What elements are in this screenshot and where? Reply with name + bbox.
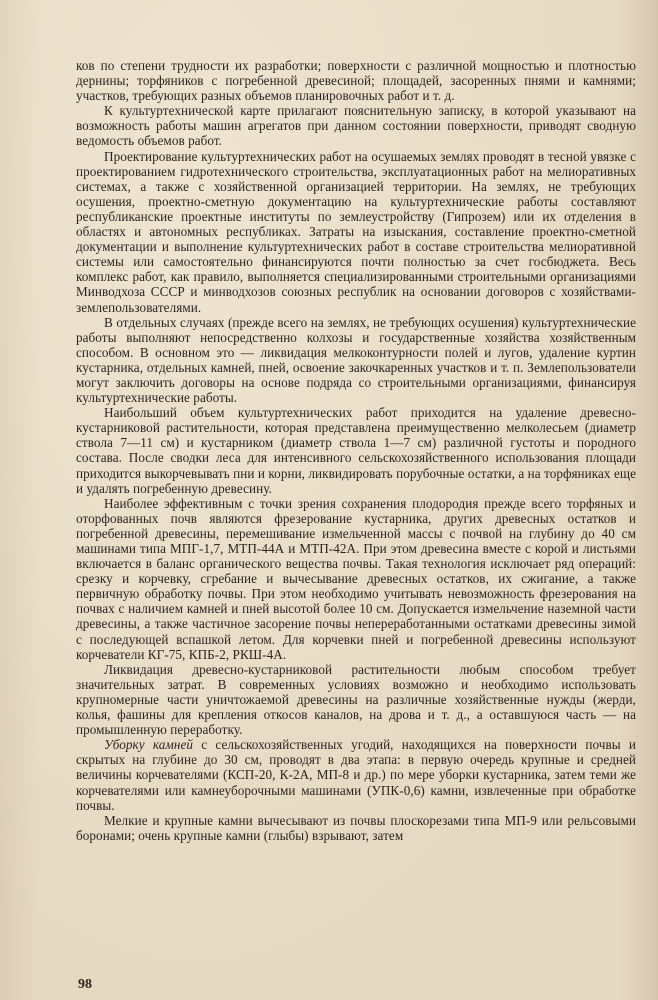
paragraph-1: ков по степени трудности их разработки; поверхности с различной мощностью и плотностью дернины; торфяников с погребенной древесиной; площадей, засоренных пнями и камнями; участков, требующих разных объемов планировочных работ и т. д. (76, 58, 636, 104)
paragraph-2: К культуртехнической карте прилагают пояснительную записку, в которой указывают на возможность работы машин агрегатов при данном состоянии поверхности, приводят сводную ведомость объемов работ. (76, 103, 636, 149)
paragraph-3: Проектирование культуртехнических работ на осушаемых землях проводят в тесной увязке с проектированием гидротехнического строительства, эксплуатационных работ на мелиоративных системах, а также с хозяйственной организацией территории. На землях, не требующих осушения, проектно-сметную документацию на культуртехнические работы составляют республиканские проектные институты по землеустройству (Гипрозем) или их отделения в областях и автономных республиках. Затраты на изыскания, составление проектно-сметной документации и выполнение культуртехнических работ в составе строительства мелиоративной системы или самостоятельно финансируются почти полностью за счет госбюджета. Весь комплекс работ, как правило, выполняется специализированными строительными организациями Минводхоза СССР и минводхозов союзных республик на основании договоров с хозяйствами-землепользователями. (76, 148, 636, 315)
paragraph-7: Ликвидация древесно-кустарниковой растительности любым способом требует значительных затрат. В современных условиях возможно и необходимо использовать крупномерные части уничтожаемой древесины на различные хозяйственные нужды (жерди, колья, фашины для крепления откосов каналов, на дрова и т. д., а оставшуюся часть — на промышленную переработку. (76, 661, 636, 738)
paragraph-4: В отдельных случаях (прежде всего на землях, не требующих осушения) культуртехнические работы выполняют непосредственно колхозы и государственные хозяйства хозяйственным способом. В основном это — ликвидация мелкоконтурности полей и лугов, удаление куртин кустарника, отдельных камней, пней, освоение закочкаренных участков и т. п. Землепользователи могут заключить договоры на основе подряда со строительными организациями, финансируя культуртехнические работы. (76, 314, 636, 406)
paragraph-8-italic-lead: Уборку камней (104, 737, 194, 753)
paragraph-5: Наибольший объем культуртехнических работ приходится на удаление древесно-кустарниковой растительности, которая представлена преимущественно мелколесьем (диаметр ствола 7—11 см) и кустарником (диаметр ствола 1—7 см) различной густоты и породного состава. После сводки леса для интенсивного сельскохозяйственного использования площади приходится выкорчевывать пни и корни, ликвидировать порубочные остатки, а на торфяниках еще и удалять погребенную древесину. (76, 405, 636, 496)
paragraph-9: Мелкие и крупные камни вычесывают из почвы плоскорезами типа МП-9 или рельсовыми боронами; очень крупные камни (глыбы) взрывают, затем (76, 812, 636, 843)
page-number: 98 (78, 977, 92, 992)
paragraph-6: Наиболее эффективным с точки зрения сохранения плодородия прежде всего торфяных и оторфованных почв являются фрезерование кустарника, других древесных остатков и погребенной древесины, перемешивание измельченной массы с почвой на глубину до 40 см машинами типа МПГ-1,7, МТП-44А и МТП-42А. При этом древесина вместе с корой и листьями включается в баланс органического вещества почвы. Такая технология исключает ряд операций: срезку и корчевку, сгребание и вычесывание древесных остатков, их сжигание, а также первичную обработку почвы. При этом необходимо учитывать невозможность фрезерования на почвах с наличием камней и пней высотой более 10 см. Допускается измельчение наземной части древесины, а также частичное засорение почвы непереработанными остатками древесины зимой с последующей вспашкой летом. Для корчевки пней и погребенной древесины используют корчеватели КГ-75, КПБ-2, РКШ-4А. (76, 495, 636, 662)
paragraph-8 (76, 737, 636, 812)
paragraph-8-body: с сельскохозяйственных угодий, находящихся на поверхности почвы и скрытых на глубине до 30 см, проводят в два этапа: в первую очередь крупные и средней величины корчевателями (КСП-20, К-2А, МП-8 и др.) по мере уборки кустарника, затем теми же корчевателями или камнеуборочными машинами (УПК-0,6) камни, извлеченные при обработке почвы. (76, 737, 637, 813)
page-text-block (76, 58, 636, 958)
